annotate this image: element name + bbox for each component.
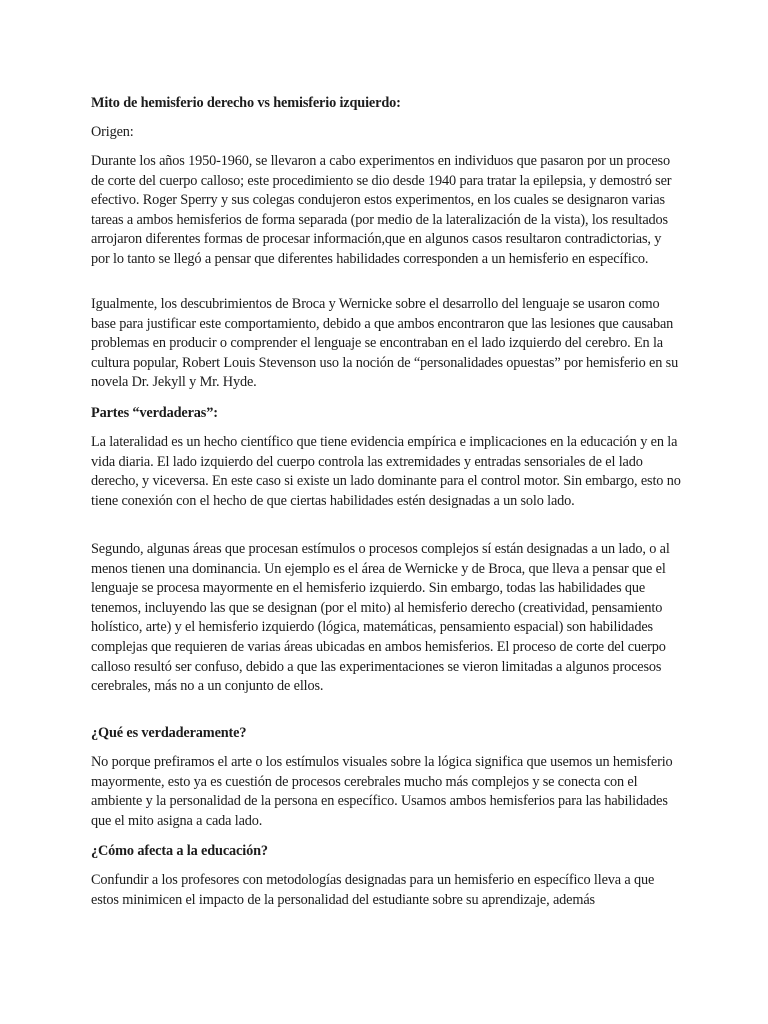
section-heading-what-is: ¿Qué es verdaderamente? — [91, 725, 247, 741]
origin-paragraph-1: Durante los años 1950-1960, se llevaron a cabo experimentos en individuos que pasaron por un proceso de corte del cuerpo calloso; este procedimiento se dio desde 1940 para tratar la epilepsia, y demostró ser efectivo. Roger Sperry y sus colegas condujeron estos experimentos, en los cuales se designaron varias tareas a ambos hemisferios de forma separada (por medio de la lateralización de la vista), los resultados arrojaron diferentes formas de procesar información,que en algunos casos resultaron contradictorias, y por lo tanto se llegó a pensar que diferentes habilidades corresponden a un hemisferio en específico. — [91, 153, 672, 267]
what-is-paragraph: No porque prefiramos el arte o los estímulos visuales sobre la lógica significa que usemos un hemisferio mayormente, esto ya es cuestión de procesos cerebrales mucho más complejos y se conecta con el ambiente y la personalidad de la persona en específico. Usamos ambos hemisferios para las habilidades que el mito asigna a cada lado. — [91, 754, 673, 829]
document-title: Mito de hemisferio derecho vs hemisferio izquierdo: — [91, 95, 401, 111]
true-parts-paragraph-2: Segundo, algunas áreas que procesan estímulos o procesos complejos sí están designadas a un lado, o al menos tienen una dominancia. Un ejemplo es el área de Wernicke y de Broca, que lleva a pensar que el lenguaje se procesa mayormente en el hemisferio izquierdo. Sin embargo, todas las habilidades que tenemos, incluyendo las que se designan (por el mito) al hemisferio derecho (creatividad, pensamiento holístico, arte) y el hemisferio izquierdo (lógica, matemáticas, pensamiento espacial) son habilidades complejas que requieren de varias áreas ubicadas en ambos hemisferios. El proceso de corte del cuerpo calloso resultó ser confuso, debido a que las experimentaciones se vieron limitadas a algunos procesos cerebrales, más no a un conjunto de ellos. — [91, 541, 670, 695]
section-heading-true-parts: Partes “verdaderas”: — [91, 405, 218, 421]
true-parts-paragraph-1: La lateralidad es un hecho científico que tiene evidencia empírica e implicaciones en la educación y en la vida diaria. El lado izquierdo del cuerpo controla las extremidades y entradas sensoriales de el lado derecho, y viceversa. En este caso si existe un lado dominante para el control motor. Sin embargo, esto no tiene conexión con el hecho de que ciertas habilidades estén designadas a un solo lado. — [91, 434, 681, 509]
section-heading-education: ¿Cómo afecta a la educación? — [91, 843, 268, 859]
section-label-origin: Origen: — [91, 124, 134, 140]
education-paragraph: Confundir a los profesores con metodologías designadas para un hemisferio en específico lleva a que estos minimicen el impacto de la personalidad del estudiante sobre su aprendizaje, además — [91, 872, 655, 908]
origin-paragraph-2: Igualmente, los descubrimientos de Broca y Wernicke sobre el desarrollo del lenguaje se usaron como base para justificar este comportamiento, debido a que ambos encontraron que las lesiones que causaban problemas en producir o comprender el lenguaje se encontraban en el lado izquierdo del cerebro. En la cultura popular, Robert Louis Stevenson uso la noción de “personalidades opuestas” por hemisferio en su novela Dr. Jekyll y Mr. Hyde. — [91, 296, 679, 391]
